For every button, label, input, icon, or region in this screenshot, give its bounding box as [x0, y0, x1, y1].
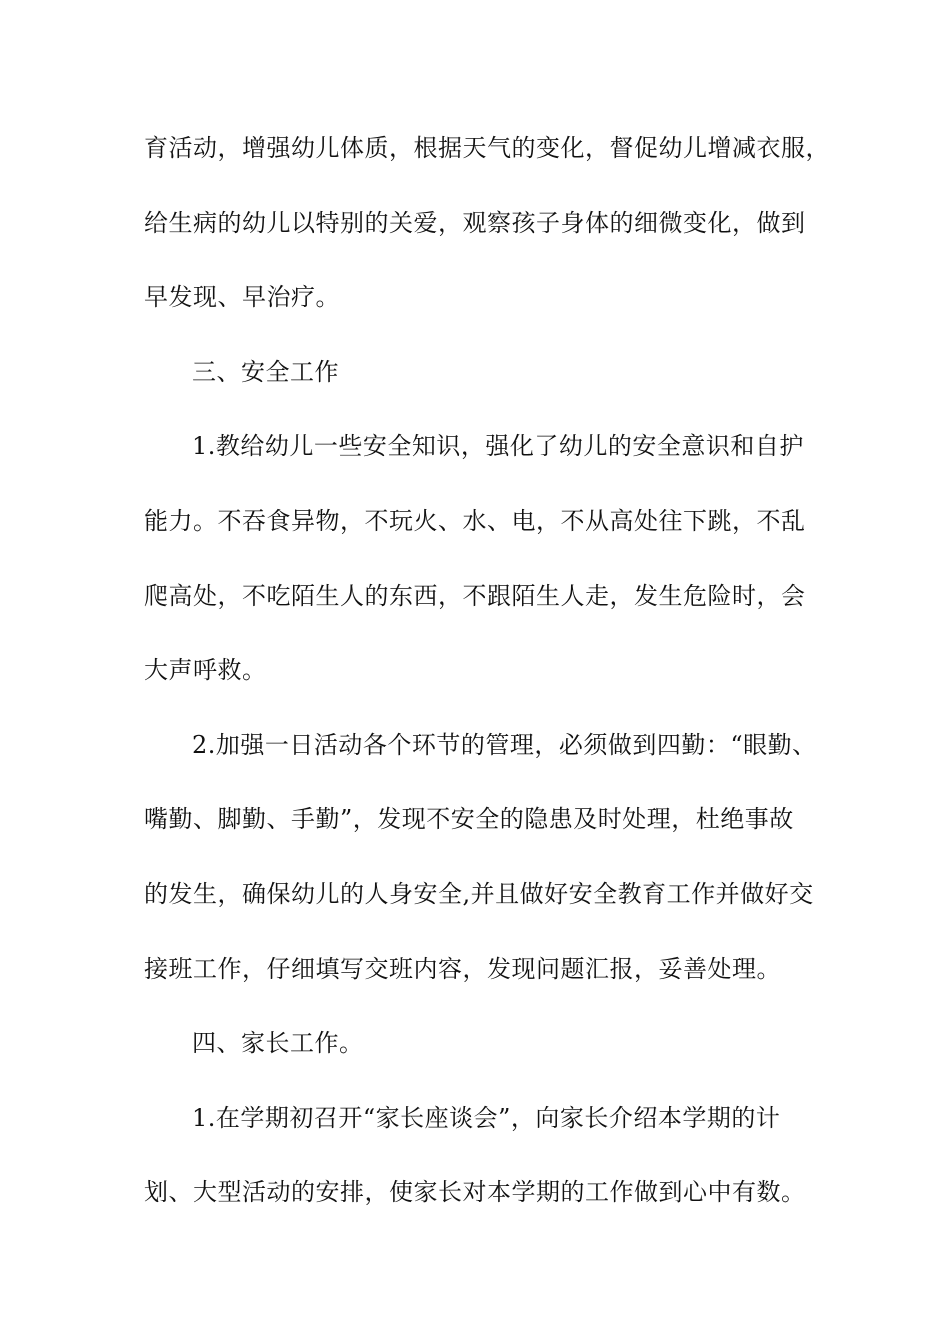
- paragraph-line: 爬高处，不吃陌生人的东西，不跟陌生人走，发生危险时，会: [144, 581, 806, 610]
- paragraph-line: 接班工作，仔细填写交班内容，发现问题汇报，妥善处理。: [144, 954, 781, 983]
- section-heading-safety: 三、安全工作: [192, 357, 339, 386]
- paragraph-line: 能力。不吞食异物，不玩火、水、电，不从高处往下跳，不乱: [144, 506, 806, 535]
- paragraph-line: 育活动，增强幼儿体质，根据天气的变化，督促幼儿增减衣服，: [144, 134, 830, 162]
- paragraph-line: 给生病的幼儿以特别的关爱，观察孩子身体的细微变化，做到: [144, 208, 806, 237]
- paragraph-line: 嘴勤、脚勤、手勤”，发现不安全的隐患及时处理，杜绝事故: [144, 805, 794, 834]
- document-body: [144, 128, 834, 1247]
- paragraph-line: 1.教给幼儿一些安全知识，强化了幼儿的安全意识和自护: [192, 432, 804, 461]
- paragraph-line: 1.在学期初召开“家长座谈会”，向家长介绍本学期的计: [192, 1103, 781, 1132]
- paragraph-line: 划、大型活动的安排，使家长对本学期的工作做到心中有数。: [144, 1178, 806, 1207]
- paragraph-line: 大声呼救。: [144, 656, 267, 685]
- paragraph-line: 的发生，确保幼儿的人身安全,并且做好安全教育工作并做好交: [144, 879, 814, 908]
- section-heading-parents: 四、家长工作。: [192, 1029, 364, 1058]
- paragraph-line: 早发现、早治疗。: [144, 283, 340, 312]
- paragraph-line: 2.加强一日活动各个环节的管理，必须做到四勤：“眼勤、: [192, 730, 817, 759]
